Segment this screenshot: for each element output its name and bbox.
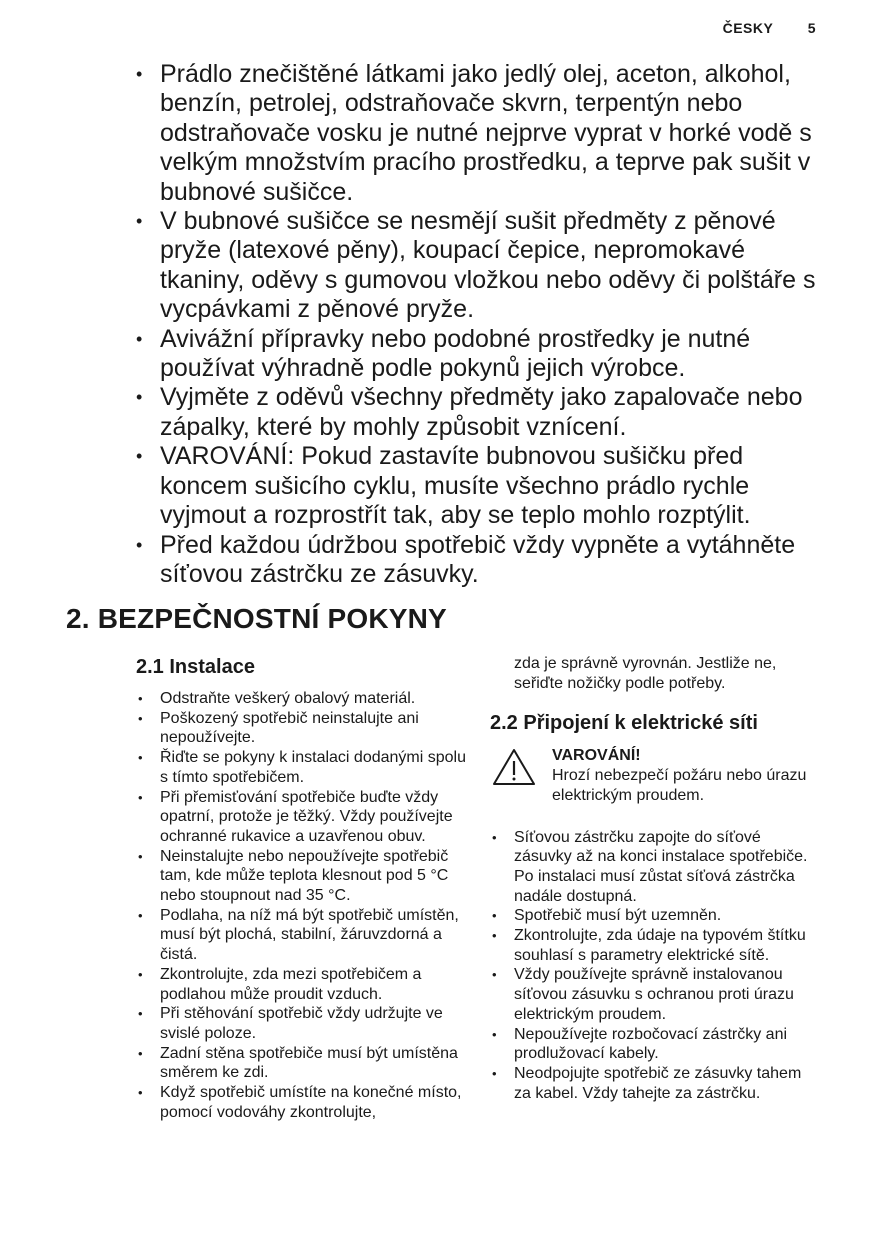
list-item: • V bubnové sušičce se nesmějí sušit předměty z pěnové pryže (latexové pěny), koupací čepice, nepromokavé tkaniny, oděvy s gumovou vložkou nebo oděvy či polštáře s vycpávkami z pěnové pryže. bbox=[136, 207, 816, 324]
bullet-icon: • bbox=[138, 1045, 143, 1061]
list-item: • Zkontrolujte, zda údaje na typovém štítku souhlasí s parametry elektrické sítě. bbox=[492, 927, 806, 964]
list-item: • Spotřebič musí být uzemněn. bbox=[492, 907, 722, 925]
installation-list bbox=[136, 689, 466, 1122]
bullet-icon: • bbox=[138, 966, 143, 982]
bullet-icon: • bbox=[136, 328, 143, 349]
list-item: • Před každou údržbou spotřebič vždy vypněte a vytáhněte síťovou zástrčku ze zásuvky. bbox=[136, 530, 796, 588]
installation-title: 2.1 Instalace bbox=[136, 656, 255, 678]
electrical-list bbox=[490, 828, 820, 1104]
list-item: • Vždy používejte správně instalovanou síťovou zásuvku s ochranou proti úrazu elektrickým proudem. bbox=[492, 966, 794, 1023]
list-item: • Neinstalujte nebo nepoužívejte spotřebič tam, kde může teplota klesnout pod 5 °C nebo stoupnout nad 35 °C. bbox=[138, 847, 449, 905]
language-label: ČESKY bbox=[722, 20, 774, 36]
section-title: 2. BEZPEČNOSTNÍ POKYNY bbox=[66, 603, 447, 634]
installation-continuation: zda je správně vyrovnán. Jestliže ne, seřiďte nožičky podle potřeby. bbox=[514, 655, 777, 692]
list-item: • Neodpojujte spotřebič ze zásuvky tahem za kabel. Vždy tahejte za zástrčku. bbox=[492, 1064, 802, 1102]
list-item: • VAROVÁNÍ: Pokud zastavíte bubnovou sušičku před koncem sušicího cyklu, musíte všechno prádlo rychle vyjmout a rozprostřít tak, aby se teplo mohlo rozptýlit. bbox=[136, 442, 751, 530]
installation-column bbox=[136, 654, 466, 1122]
list-item: • Zkontrolujte, zda mezi spotřebičem a podlahou může proudit vzduch. bbox=[138, 965, 422, 1003]
list-item: • Podlaha, na níž má být spotřebič umístěn, musí být plochá, stabilní, žáruvzdorná a čistá. bbox=[138, 906, 459, 964]
bullet-icon: • bbox=[136, 446, 143, 467]
warning-triangle-icon bbox=[492, 748, 536, 786]
bullet-icon: • bbox=[136, 534, 143, 555]
bullet-icon: • bbox=[492, 829, 497, 845]
page-header bbox=[723, 20, 816, 36]
warning-block bbox=[490, 746, 820, 805]
bullet-icon: • bbox=[138, 1085, 143, 1101]
list-item: • Síťovou zástrčku zapojte do síťové zásuvky až na konci instalace spotřebiče. Po instalaci musí zůstat síťová zástrčka nadále dostupná. bbox=[492, 828, 808, 905]
warning-title: VAROVÁNÍ! bbox=[552, 747, 641, 765]
bullet-icon: • bbox=[138, 691, 143, 706]
list-item: • Prádlo znečištěné látkami jako jedlý olej, aceton, alkohol, benzín, petrolej, odstraňovače skvrn, terpentýn nebo odstraňovače vosku je nutné nejprve vyprat v horké vodě s velkým množstvím pracího prostředku, a teprve pak sušit v bubnové sušičce. bbox=[136, 60, 812, 206]
bullet-icon: • bbox=[492, 967, 497, 983]
bullet-icon: • bbox=[138, 789, 143, 805]
bullet-icon: • bbox=[136, 211, 143, 232]
list-item: • Když spotřebič umístíte na konečné místo, pomocí vodováhy zkontrolujte, bbox=[138, 1084, 462, 1121]
bullet-icon: • bbox=[136, 64, 143, 84]
bullet-icon: • bbox=[492, 1065, 497, 1081]
list-item: • Odstraňte veškerý obalový materiál. bbox=[138, 690, 416, 707]
list-item: • Poškozený spotřebič neinstalujte ani nepoužívejte. bbox=[138, 709, 419, 747]
page-number: 5 bbox=[807, 20, 816, 36]
warning-text: Hrozí nebezpečí požáru nebo úrazu elektrickým proudem. bbox=[552, 767, 807, 804]
list-item: • Při stěhování spotřebič vždy udržujte ve svislé poloze. bbox=[138, 1005, 443, 1042]
bullet-icon: • bbox=[138, 907, 143, 923]
bullet-icon: • bbox=[492, 908, 497, 924]
bullet-icon: • bbox=[138, 1006, 143, 1022]
list-item: • Řiďte se pokyny k instalaci dodanými spolu s tímto spotřebičem. bbox=[138, 749, 466, 786]
bullet-icon: • bbox=[136, 387, 143, 408]
bullet-icon: • bbox=[138, 710, 143, 726]
list-item: • Nepoužívejte rozbočovací zástrčky ani prodlužovací kabely. bbox=[492, 1025, 788, 1063]
list-item: • Zadní stěna spotřebiče musí být umístěna směrem ke zdi. bbox=[138, 1044, 458, 1082]
electrical-title: 2.2 Připojení k elektrické síti bbox=[490, 712, 758, 735]
bullet-icon: • bbox=[492, 928, 497, 944]
list-item: • Vyjměte z oděvů všechny předměty jako zapalovače nebo zápalky, které by mohly způsobit vznícení. bbox=[136, 383, 803, 441]
electrical-column bbox=[490, 654, 820, 1103]
bullet-icon: • bbox=[138, 848, 143, 864]
bullet-icon: • bbox=[138, 750, 143, 766]
bullet-icon: • bbox=[492, 1026, 497, 1042]
drying-restrictions-list bbox=[128, 60, 828, 589]
list-item: • Avivážní přípravky nebo podobné prostředky je nutné používat výhradně podle pokynů jejich výrobce. bbox=[136, 324, 751, 383]
list-item: • Při přemisťování spotřebiče buďte vždy opatrní, protože je těžký. Vždy používejte ochranné rukavice a uzavřenou obuv. bbox=[138, 788, 453, 845]
